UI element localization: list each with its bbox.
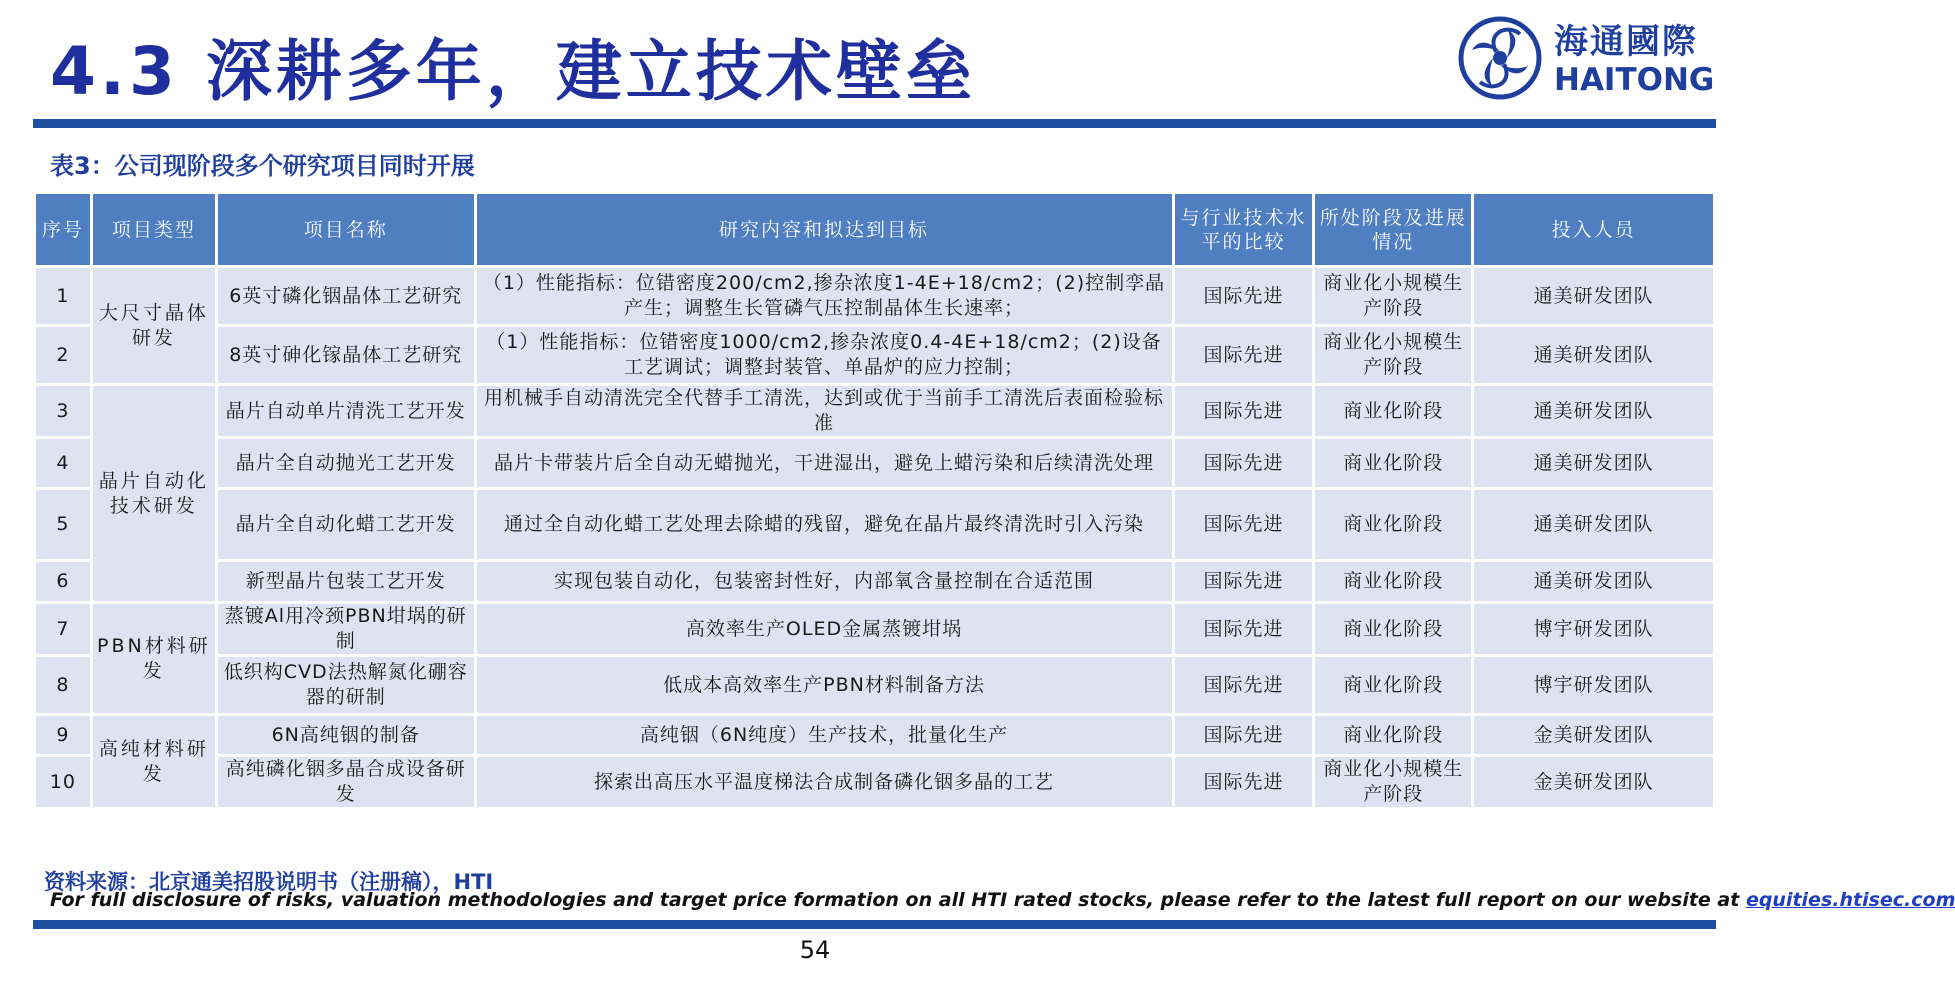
industry-comparison: 国际先进	[1175, 757, 1313, 807]
research-team: 博宇研发团队	[1474, 657, 1713, 713]
industry-comparison: 国际先进	[1175, 490, 1313, 559]
industry-comparison: 国际先进	[1175, 604, 1313, 654]
row-number: 3	[36, 386, 90, 436]
table-caption: 表3：公司现阶段多个研究项目同时开展	[50, 152, 475, 180]
project-name: 新型晶片包装工艺开发	[218, 562, 474, 601]
column-header-compare: 与行业技术水平的比较	[1175, 194, 1313, 265]
progress-stage: 商业化阶段	[1315, 562, 1471, 601]
page-title: 4.3 深耕多年，建立技术壁垒	[50, 33, 976, 110]
row-number: 8	[36, 657, 90, 713]
data-source-note: 资料来源：北京通美招股说明书（注册稿），HTI	[44, 870, 494, 894]
project-name: 6N高纯铟的制备	[218, 716, 474, 754]
research-team: 金美研发团队	[1474, 757, 1713, 807]
table-row	[36, 327, 1713, 383]
research-content: 用机械手自动清洗完全代替手工清洗，达到或优于当前手工清洗后表面检验标准	[477, 386, 1172, 436]
project-name: 晶片全自动抛光工艺开发	[218, 439, 474, 487]
project-type-cell: 大尺寸晶体研发	[93, 268, 215, 383]
research-content: （1）性能指标：位错密度200/cm2,掺杂浓度1-4E+18/cm2；(2)控制孪晶产生；调整生长管磷气压控制晶体生长速率；	[477, 268, 1172, 324]
progress-stage: 商业化小规模生产阶段	[1315, 268, 1471, 324]
project-name: 8英寸砷化镓晶体工艺研究	[218, 327, 474, 383]
column-header-no: 序号	[36, 194, 90, 265]
industry-comparison: 国际先进	[1175, 439, 1313, 487]
research-content: 低成本高效率生产PBN材料制备方法	[477, 657, 1172, 713]
table-row	[36, 757, 1713, 807]
logo-chinese-text: 海通國際	[1554, 22, 1698, 62]
table-row	[36, 562, 1713, 601]
table-row	[36, 716, 1713, 754]
page-number: 54	[799, 936, 831, 964]
industry-comparison: 国际先进	[1175, 386, 1313, 436]
progress-stage: 商业化阶段	[1315, 490, 1471, 559]
research-team: 通美研发团队	[1474, 562, 1713, 601]
progress-stage: 商业化小规模生产阶段	[1315, 757, 1471, 807]
header-divider	[33, 119, 1716, 128]
project-name: 6英寸磷化铟晶体工艺研究	[218, 268, 474, 324]
research-team: 通美研发团队	[1474, 268, 1713, 324]
row-number: 6	[36, 562, 90, 601]
project-type-cell: 高纯材料研发	[93, 716, 215, 807]
column-header-name: 项目名称	[218, 194, 474, 265]
table-row	[36, 439, 1713, 487]
row-number: 1	[36, 268, 90, 324]
row-number: 4	[36, 439, 90, 487]
research-team: 通美研发团队	[1474, 386, 1713, 436]
progress-stage: 商业化阶段	[1315, 604, 1471, 654]
footer-divider	[33, 920, 1716, 929]
research-content: 高效率生产OLED金属蒸镀坩埚	[477, 604, 1172, 654]
progress-stage: 商业化阶段	[1315, 439, 1471, 487]
table-row	[36, 657, 1713, 713]
column-header-staff: 投入人员	[1474, 194, 1713, 265]
progress-stage: 商业化阶段	[1315, 657, 1471, 713]
project-name: 晶片全自动化蜡工艺开发	[218, 490, 474, 559]
industry-comparison: 国际先进	[1175, 716, 1313, 754]
research-content: 晶片卡带装片后全自动无蜡抛光，干进湿出，避免上蜡污染和后续清洗处理	[477, 439, 1172, 487]
industry-comparison: 国际先进	[1175, 562, 1313, 601]
row-number: 5	[36, 490, 90, 559]
row-number: 7	[36, 604, 90, 654]
logo-english-text: HAITONG	[1554, 62, 1715, 98]
table-row	[36, 490, 1713, 559]
research-content: 通过全自动化蜡工艺处理去除蜡的残留，避免在晶片最终清洗时引入污染	[477, 490, 1172, 559]
table-row	[36, 604, 1713, 654]
research-team: 金美研发团队	[1474, 716, 1713, 754]
research-projects-table	[33, 191, 1716, 810]
research-content: 探索出高压水平温度梯法合成制备磷化铟多晶的工艺	[477, 757, 1172, 807]
project-name: 蒸镀Al用冷颈PBN坩埚的研制	[218, 604, 474, 654]
research-team: 通美研发团队	[1474, 490, 1713, 559]
table-row	[36, 386, 1713, 436]
column-header-content: 研究内容和拟达到目标	[477, 194, 1172, 265]
row-number: 2	[36, 327, 90, 383]
haitong-logo	[1458, 16, 1714, 100]
project-type-cell: 晶片自动化技术研发	[93, 386, 215, 601]
progress-stage: 商业化小规模生产阶段	[1315, 327, 1471, 383]
research-team: 通美研发团队	[1474, 327, 1713, 383]
column-header-type: 项目类型	[93, 194, 215, 265]
disclaimer-text	[50, 889, 1955, 911]
project-name: 晶片自动单片清洗工艺开发	[218, 386, 474, 436]
disclaimer-body: For full disclosure of risks, valuation methodologies and target price formation on all HTI rated stocks, please refer to the latest full report on our website at	[50, 889, 1746, 911]
table-row	[36, 268, 1713, 324]
industry-comparison: 国际先进	[1175, 327, 1313, 383]
research-content: 实现包装自动化，包装密封性好，内部氧含量控制在合适范围	[477, 562, 1172, 601]
research-team: 通美研发团队	[1474, 439, 1713, 487]
project-name: 低织构CVD法热解氮化硼容器的研制	[218, 657, 474, 713]
row-number: 10	[36, 757, 90, 807]
row-number: 9	[36, 716, 90, 754]
table-header-row	[36, 194, 1713, 265]
project-type-cell: PBN材料研发	[93, 604, 215, 713]
industry-comparison: 国际先进	[1175, 268, 1313, 324]
column-header-stage: 所处阶段及进展情况	[1315, 194, 1471, 265]
progress-stage: 商业化阶段	[1315, 386, 1471, 436]
research-content: （1）性能指标：位错密度1000/cm2,掺杂浓度0.4-4E+18/cm2；(2)设备工艺调试；调整封装管、单晶炉的应力控制；	[477, 327, 1172, 383]
progress-stage: 商业化阶段	[1315, 716, 1471, 754]
haitong-swirl-icon	[1458, 16, 1542, 100]
industry-comparison: 国际先进	[1175, 657, 1313, 713]
project-name: 高纯磷化铟多晶合成设备研发	[218, 757, 474, 807]
website-link[interactable]: equities.htisec.com	[1745, 889, 1955, 911]
research-team: 博宇研发团队	[1474, 604, 1713, 654]
research-content: 高纯铟（6N纯度）生产技术，批量化生产	[477, 716, 1172, 754]
